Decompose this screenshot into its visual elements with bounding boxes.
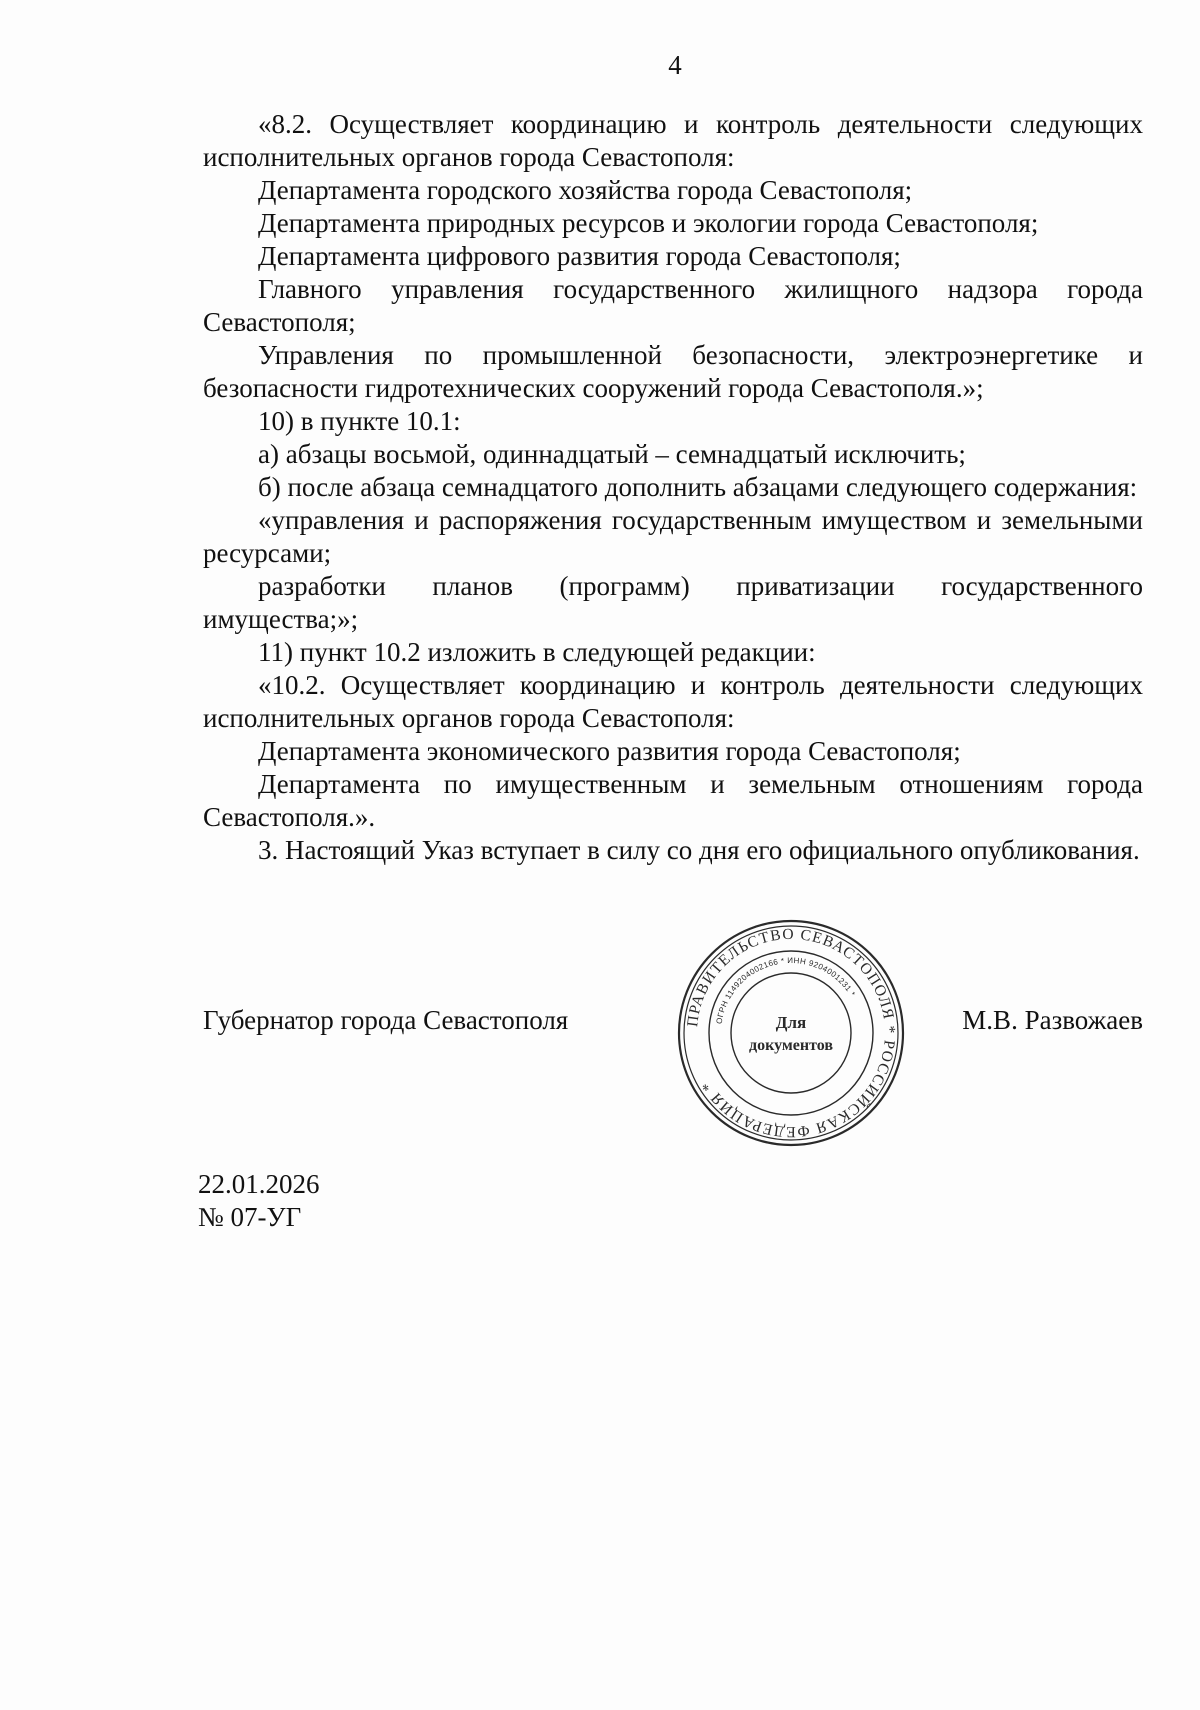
paragraph: 11) пункт 10.2 изложить в следующей редакции: (258, 637, 816, 667)
signer-name: М.В. Развожаев (962, 1005, 1143, 1035)
paragraph: Департамента городского хозяйства города Севастополя; (258, 175, 913, 205)
signer-title: Губернатор города Севастополя (203, 1005, 569, 1035)
paragraph: Департамента природных ресурсов и экологии города Севастополя; (258, 208, 1039, 238)
paragraph: разработки планов (программ) приватизации государственного имущества;»; (203, 571, 1143, 634)
page-number: 4 (668, 50, 682, 80)
seal-center-line-1: Для (775, 1013, 807, 1032)
document-body (203, 108, 1143, 867)
signature-block (203, 1005, 1143, 1045)
seal-outer-text: ПРАВИТЕЛЬСТВО СЕВАСТОПОЛЯ * РОССИЙСКАЯ ФЕДЕРАЦИЯ * (684, 925, 899, 1141)
paragraph: Департамента по имущественным и земельным отношениям города Севастополя.». (203, 769, 1143, 832)
paragraph: 3. Настоящий Указ вступает в силу со дня его официального опубликования. (258, 835, 1140, 865)
paragraph: Управления по промышленной безопасности, электроэнергетике и безопасности гидротехнических сооружений города Севастополя.»; (203, 340, 1143, 403)
paragraph: 10) в пункте 10.1: (258, 406, 461, 436)
paragraph: а) абзацы восьмой, одиннадцатый – семнадцатый исключить; (258, 439, 966, 469)
paragraph: Главного управления государственного жилищного надзора города Севастополя; (203, 274, 1143, 337)
seal-rings (679, 921, 903, 1145)
seal-center-line-2: документов (749, 1037, 833, 1054)
paragraph: «10.2. Осуществляет координацию и контроль деятельности следующих исполнительных органов города Севастополя: (203, 670, 1143, 733)
document-date: 22.01.2026 (198, 1169, 320, 1199)
document-number: № 07-УГ (198, 1202, 302, 1232)
paragraph: б) после абзаца семнадцатого дополнить абзацами следующего содержания: (258, 472, 1138, 502)
paragraph: Департамента цифрового развития города Севастополя; (258, 241, 901, 271)
paragraph: «8.2. Осуществляет координацию и контроль деятельности следующих исполнительных органов города Севастополя: (203, 109, 1143, 172)
document-meta (198, 1168, 320, 1234)
paragraph: «управления и распоряжения государственным имуществом и земельными ресурсами; (203, 505, 1143, 568)
paragraph: Департамента экономического развития города Севастополя; (258, 736, 961, 766)
seal-inner-text: ОГРН 1149204002166 * ИНН 9204001231 * (714, 955, 858, 1025)
official-seal-stamp (676, 918, 906, 1148)
